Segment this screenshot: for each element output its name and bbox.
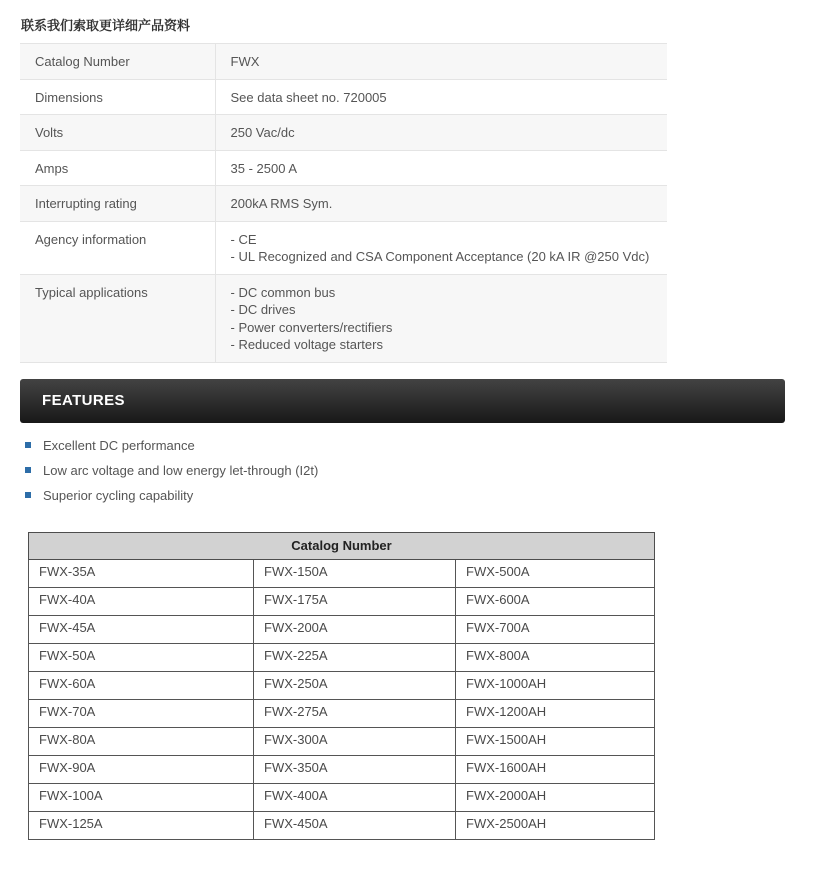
catalog-cell: FWX-450A bbox=[254, 811, 456, 839]
spec-label: Amps bbox=[20, 150, 215, 186]
catalog-row bbox=[29, 615, 655, 643]
catalog-table-header: Catalog Number bbox=[29, 532, 655, 559]
spec-value bbox=[215, 44, 667, 80]
spec-label: Dimensions bbox=[20, 79, 215, 115]
catalog-cell: FWX-500A bbox=[456, 559, 655, 587]
features-banner bbox=[20, 379, 785, 423]
spec-table bbox=[20, 43, 667, 363]
catalog-cell: FWX-50A bbox=[29, 643, 254, 671]
feature-item bbox=[25, 488, 829, 503]
spec-row bbox=[20, 79, 667, 115]
catalog-row bbox=[29, 783, 655, 811]
feature-text: Superior cycling capability bbox=[43, 487, 194, 503]
spec-row bbox=[20, 150, 667, 186]
spec-label: Volts bbox=[20, 115, 215, 151]
catalog-cell: FWX-250A bbox=[254, 671, 456, 699]
catalog-table-head bbox=[29, 532, 655, 559]
features-heading: FEATURES bbox=[42, 392, 125, 409]
catalog-cell: FWX-2500AH bbox=[456, 811, 655, 839]
catalog-cell: FWX-40A bbox=[29, 587, 254, 615]
spec-label: Agency information bbox=[20, 221, 215, 274]
catalog-cell: FWX-45A bbox=[29, 615, 254, 643]
catalog-table-body bbox=[29, 559, 655, 839]
catalog-cell: FWX-600A bbox=[456, 587, 655, 615]
feature-text: Excellent DC performance bbox=[43, 437, 195, 453]
catalog-cell: FWX-150A bbox=[254, 559, 456, 587]
catalog-cell: FWX-1500AH bbox=[456, 727, 655, 755]
spec-value-line: 35 - 2500 A bbox=[230, 160, 297, 176]
page-title: 联系我们索取更详细产品资料 bbox=[21, 18, 191, 33]
catalog-cell: FWX-225A bbox=[254, 643, 456, 671]
spec-label: Catalog Number bbox=[20, 44, 215, 80]
catalog-cell: FWX-175A bbox=[254, 587, 456, 615]
catalog-row bbox=[29, 727, 655, 755]
catalog-header-row bbox=[29, 532, 655, 559]
spec-label: Typical applications bbox=[20, 274, 215, 362]
catalog-cell: FWX-125A bbox=[29, 811, 254, 839]
catalog-cell: FWX-35A bbox=[29, 559, 254, 587]
spec-value-line: 250 Vac/dc bbox=[230, 125, 295, 140]
spec-value bbox=[215, 221, 667, 274]
catalog-table bbox=[28, 532, 655, 840]
spec-row bbox=[20, 186, 667, 222]
catalog-cell: FWX-300A bbox=[254, 727, 456, 755]
spec-value-line: - UL Recognized and CSA Component Acceptance (20 kA IR @250 Vdc) bbox=[230, 249, 650, 264]
spec-value bbox=[215, 274, 667, 362]
catalog-cell: FWX-275A bbox=[254, 699, 456, 727]
square-bullet-icon bbox=[25, 442, 31, 448]
catalog-cell: FWX-1600AH bbox=[456, 755, 655, 783]
square-bullet-icon bbox=[25, 492, 31, 498]
catalog-row bbox=[29, 587, 655, 615]
spec-value-line: - CE bbox=[230, 231, 257, 247]
feature-item bbox=[25, 438, 829, 453]
catalog-row bbox=[29, 699, 655, 727]
catalog-cell: FWX-350A bbox=[254, 755, 456, 783]
catalog-cell: FWX-60A bbox=[29, 671, 254, 699]
catalog-cell: FWX-70A bbox=[29, 699, 254, 727]
spec-value bbox=[215, 150, 667, 186]
catalog-cell: FWX-200A bbox=[254, 615, 456, 643]
spec-value bbox=[215, 186, 667, 222]
catalog-cell: FWX-800A bbox=[456, 643, 655, 671]
catalog-cell: FWX-700A bbox=[456, 615, 655, 643]
spec-table-body bbox=[20, 44, 667, 363]
catalog-cell: FWX-80A bbox=[29, 727, 254, 755]
catalog-row bbox=[29, 559, 655, 587]
spec-value-line: - DC common bus bbox=[230, 284, 336, 300]
spec-value-line: - Reduced voltage starters bbox=[230, 337, 383, 352]
catalog-cell: FWX-1200AH bbox=[456, 699, 655, 727]
catalog-cell: FWX-1000AH bbox=[456, 671, 655, 699]
spec-value-line: 200kA RMS Sym. bbox=[230, 196, 333, 211]
spec-row bbox=[20, 274, 667, 362]
catalog-row bbox=[29, 755, 655, 783]
catalog-row bbox=[29, 671, 655, 699]
features-list bbox=[25, 438, 829, 503]
catalog-row bbox=[29, 811, 655, 839]
spec-value-line: - DC drives bbox=[230, 302, 296, 317]
feature-item bbox=[25, 463, 829, 478]
spec-row bbox=[20, 221, 667, 274]
spec-value-line: FWX bbox=[230, 54, 260, 69]
feature-text: Low arc voltage and low energy let-through (I2t) bbox=[43, 462, 319, 478]
spec-label: Interrupting rating bbox=[20, 186, 215, 222]
catalog-cell: FWX-100A bbox=[29, 783, 254, 811]
catalog-row bbox=[29, 643, 655, 671]
spec-value bbox=[215, 115, 667, 151]
spec-row bbox=[20, 44, 667, 80]
catalog-cell: FWX-90A bbox=[29, 755, 254, 783]
catalog-cell: FWX-400A bbox=[254, 783, 456, 811]
spec-value-line: - Power converters/rectifiers bbox=[230, 319, 393, 335]
spec-value-line: See data sheet no. 720005 bbox=[230, 89, 387, 105]
spec-row bbox=[20, 115, 667, 151]
catalog-cell: FWX-2000AH bbox=[456, 783, 655, 811]
square-bullet-icon bbox=[25, 467, 31, 473]
spec-value bbox=[215, 79, 667, 115]
